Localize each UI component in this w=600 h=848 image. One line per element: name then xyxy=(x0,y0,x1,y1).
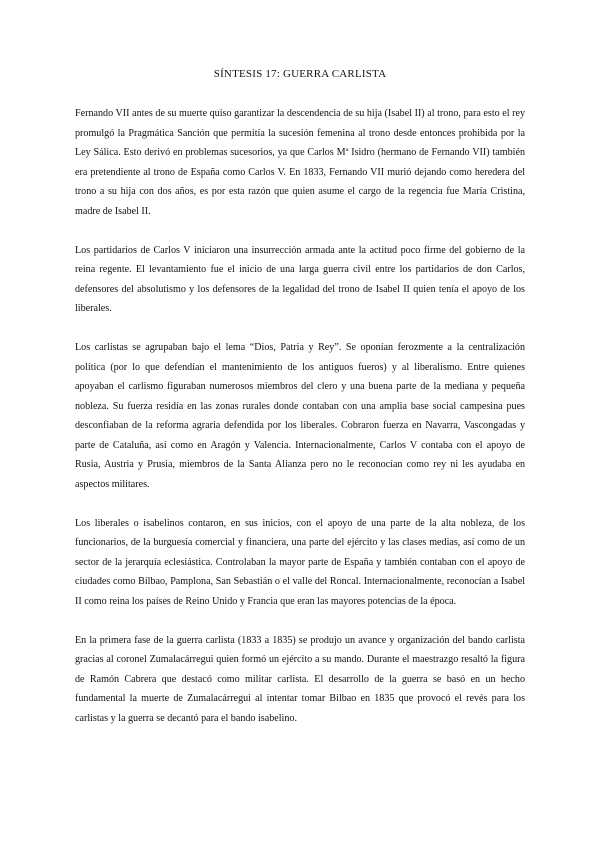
document-title: SÍNTESIS 17: GUERRA CARLISTA xyxy=(213,68,387,80)
paragraph-succession: Fernando VII antes de su muerte quiso garantizar la descendencia de su hija (Isabel II) al trono, para esto el rey promulgó la Pragmática Sanción que permitía la sucesión femenina al trono desde entonces prohibida por la Ley Sálica. Esto derivó en problemas sucesorios, ya que Carlos Mª Isidro (hermano de Fernando VII) también era pretendiente al trono de España como Carlos V. En 1833, Fernando VII murió dejando como heredera del trono a su hija con dos años, es por esta razón que quien asume el cargo de la regencia fue María Cristina, madre de Isabel II. xyxy=(75,108,525,217)
document-page xyxy=(75,68,525,748)
paragraph-carlists: Los carlistas se agrupaban bajo el lema “Dios, Patria y Rey”. Se oponían ferozmente a la centralización política (por lo que defendían el mantenimiento de los antiguos fueros) y al liberalismo. Entre quienes apoyaban el carlismo figuraban numerosos miembros del clero y una buena parte de la mediana y pequeña nobleza. Su fuerza residía en las zonas rurales donde contaban con una amplia base social campesina pues desconfiaban de la reforma agraria defendida por los liberales. Cobraron fuerza en Navarra, Vascongadas y parte de Cataluña, así como en Aragón y Valencia. Internacionalmente, Carlos V contaba con el apoyo de Rusia, Austria y Prusia, miembros de la Santa Alianza pero no le reconocían como rey ni les ayudaba en aspectos militares. xyxy=(75,342,525,490)
paragraph-insurrection: Los partidarios de Carlos V iniciaron una insurrección armada ante la actitud poco firme del gobierno de la reina regente. El levantamiento fue el inicio de una larga guerra civil entre los partidarios de don Carlos, defensores del absolutismo y los defensores de la legalidad del trono de Isabel II quien tenía el apoyo de los liberales. xyxy=(75,244,525,314)
paragraph-liberals: Los liberales o isabelinos contaron, en sus inicios, con el apoyo de una parte de la alta nobleza, de los funcionarios, de la burguesía comercial y financiera, una parte del ejército y las clases medias, así como de un sector de la jerarquía eclesiástica. Controlaban la mayor parte de España y también contaban con el apoyo de ciudades como Bilbao, Pamplona, San Sebastián o el valle del Roncal. Internacionalmente, reconocían a Isabel II como reina los países de Reino Unido y Francia que eran las mayores potencias de la época. xyxy=(75,517,525,607)
paragraph-first-phase: En la primera fase de la guerra carlista (1833 a 1835) se produjo un avance y organización del bando carlista gracias al coronel Zumalacárregui quien formó un ejército a su mando. Durante el maestrazgo resaltó la figura de Ramón Cabrera que destacó como militar carlista. El desarrollo de la guerra se basó en un hecho fundamental la muerte de Zumalacárregui al intentar tomar Bilbao en 1835 que provocó el revés para los carlistas y la guerra se decantó para el bando isabelino. xyxy=(75,634,525,724)
